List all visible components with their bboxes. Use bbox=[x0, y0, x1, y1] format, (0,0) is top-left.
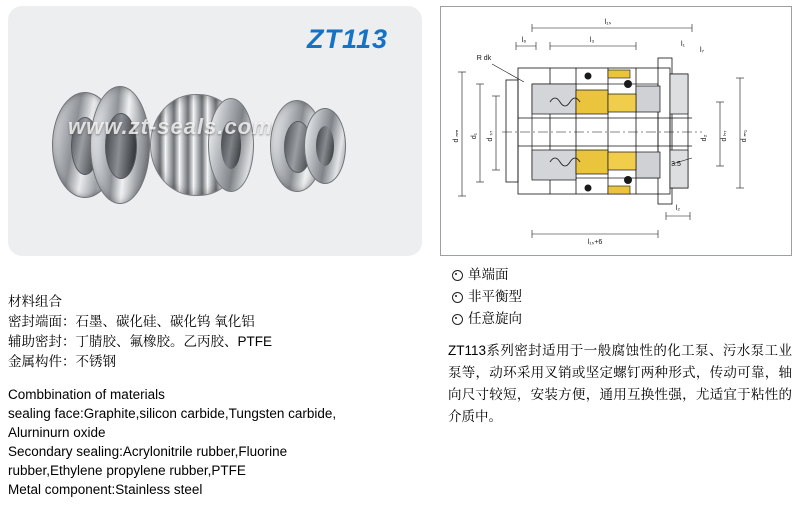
seal-ring-outer-right bbox=[304, 108, 346, 184]
dim-label-ds7: d ₛ₇ bbox=[487, 130, 494, 142]
dim-label-l1: l₁ bbox=[681, 41, 685, 48]
feature-list bbox=[452, 264, 522, 330]
watermark-text: www.zt-seals.com bbox=[68, 114, 273, 139]
dim-label-l3: l₃ bbox=[589, 37, 595, 44]
dim-label-l2: l₂ bbox=[675, 205, 681, 212]
materials-line-metal-en: Metal component:Stainless steel bbox=[8, 482, 203, 497]
materials-line-sealing-face-en-2: Alurninurn oxide bbox=[8, 425, 106, 440]
seal-ring-second bbox=[90, 86, 150, 204]
list-item bbox=[452, 264, 522, 286]
materials-line-metal-cn: 金属构件：不锈钢 bbox=[8, 354, 116, 369]
materials-heading-en: Combbination of materials bbox=[8, 387, 165, 402]
dim-label-rdk: R dk bbox=[476, 55, 492, 62]
dim-label-dm1: d ₘ₁ bbox=[741, 129, 748, 143]
seal-cross-section-drawing bbox=[440, 6, 792, 256]
bullet-icon bbox=[452, 314, 463, 325]
list-item bbox=[452, 286, 522, 308]
materials-line-secondary-seal-en-1: Secondary sealing:Acrylonitrile rubber,Fluorine bbox=[8, 444, 288, 459]
dim-label-35: 3.5 bbox=[671, 161, 681, 168]
mechanical-seal-photo bbox=[42, 78, 372, 208]
product-image-panel bbox=[8, 6, 422, 256]
feature-label: 单端面 bbox=[468, 267, 509, 282]
feature-label: 非平衡型 bbox=[468, 289, 522, 304]
feature-label: 任意旋向 bbox=[468, 311, 522, 326]
bullet-icon bbox=[452, 292, 463, 303]
seal-ring-bore bbox=[316, 126, 334, 166]
materials-line-sealing-face-en-1: sealing face:Graphite,silicon carbide,Tungsten carbide, bbox=[8, 406, 337, 421]
bullet-icon bbox=[452, 270, 463, 281]
dim-label-dnm: d ₙₘ bbox=[453, 129, 460, 143]
product-description: ZT113系列密封适用于一般腐蚀性的化工泵、污水泵工业泵等，动环采用叉销或坚定螺钉两种形式，传动可靠，轴向尺寸较短，安装方便，通用互换性强，尤适宜于粘性的介质中。 bbox=[448, 343, 792, 424]
dim-label-dh7: d ₕ₇ bbox=[721, 130, 728, 142]
dim-label-d1: d₁ bbox=[471, 132, 478, 140]
list-item bbox=[452, 308, 522, 330]
materials-heading-cn: 材料组合 bbox=[8, 294, 62, 309]
dim-label-l1s: l₁ₛ bbox=[604, 19, 612, 26]
page-title: ZT113 bbox=[306, 24, 388, 54]
dim-label-l1s6: l₁ₛ+6 bbox=[587, 239, 603, 246]
dim-label-l7: l₇ bbox=[700, 47, 704, 54]
materials-text-block bbox=[8, 292, 428, 499]
dim-label-d2: d₂ bbox=[701, 134, 708, 142]
spacer bbox=[8, 372, 428, 385]
materials-line-secondary-seal-cn: 辅助密封：丁腈胶、氟橡胶。乙丙胶、PTFE bbox=[8, 334, 273, 349]
materials-line-sealing-face-cn: 密封端面：石墨、碳化硅、碳化钨 氧化铝 bbox=[8, 314, 255, 329]
dim-label-l6: l₆ bbox=[521, 37, 527, 44]
materials-line-secondary-seal-en-2: rubber,Ethylene propylene rubber,PTFE bbox=[8, 463, 246, 478]
seal-ring-middle bbox=[208, 98, 254, 192]
